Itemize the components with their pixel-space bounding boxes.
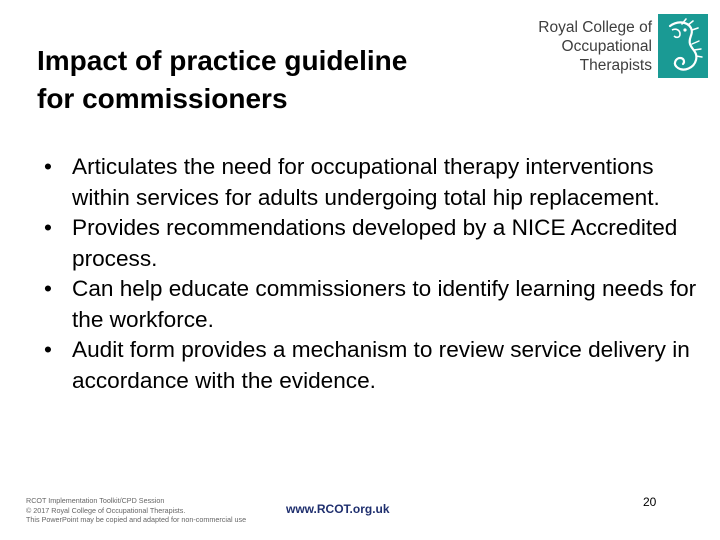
bullet-text: Can help educate commissioners to identify learning needs for the workforce. — [72, 276, 697, 332]
bullet-marker: • — [44, 276, 52, 301]
bullet-marker: • — [44, 215, 52, 240]
bullet-marker: • — [44, 154, 52, 179]
page-number: 20 — [643, 495, 657, 509]
logo-emblem-icon — [658, 14, 708, 78]
bullet-text: Provides recommendations developed by a NICE Accredited process. — [72, 215, 678, 271]
bullet-text: Audit form provides a mechanism to review service delivery in accordance with the evidence. — [72, 337, 690, 393]
logo-line-2: Occupational — [561, 38, 652, 55]
footer-note-line-2: © 2017 Royal College of Occupational Therapists. — [26, 505, 186, 515]
rcot-logo — [536, 14, 708, 84]
bullet-text: Articulates the need for occupational therapy interventions within services for adults undergoing total hip replacement. — [72, 154, 660, 210]
bullet-item — [44, 274, 704, 335]
bullet-list — [44, 152, 704, 396]
footer-copyright-note — [26, 496, 246, 525]
bullet-item — [44, 213, 704, 274]
logo-wordmark — [538, 18, 652, 75]
logo-line-3: Therapists — [579, 57, 652, 74]
bullet-item — [44, 152, 704, 213]
seahorse-emblem-icon — [658, 14, 708, 78]
footer-note-line-1: RCOT Implementation Toolkit/CPD Session — [26, 496, 165, 505]
bullet-marker: • — [44, 337, 52, 362]
bullet-item — [44, 335, 704, 396]
footer-note-line-3: This PowerPoint may be copied and adapted for non-commercial use — [26, 515, 247, 524]
logo-line-1: Royal College of — [538, 19, 652, 36]
slide-title-line-2: for commissioners — [37, 83, 288, 114]
slide-title — [37, 42, 537, 118]
footer-website-link[interactable]: www.RCOT.org.uk — [286, 502, 390, 516]
slide-title-line-1: Impact of practice guideline — [37, 45, 408, 76]
